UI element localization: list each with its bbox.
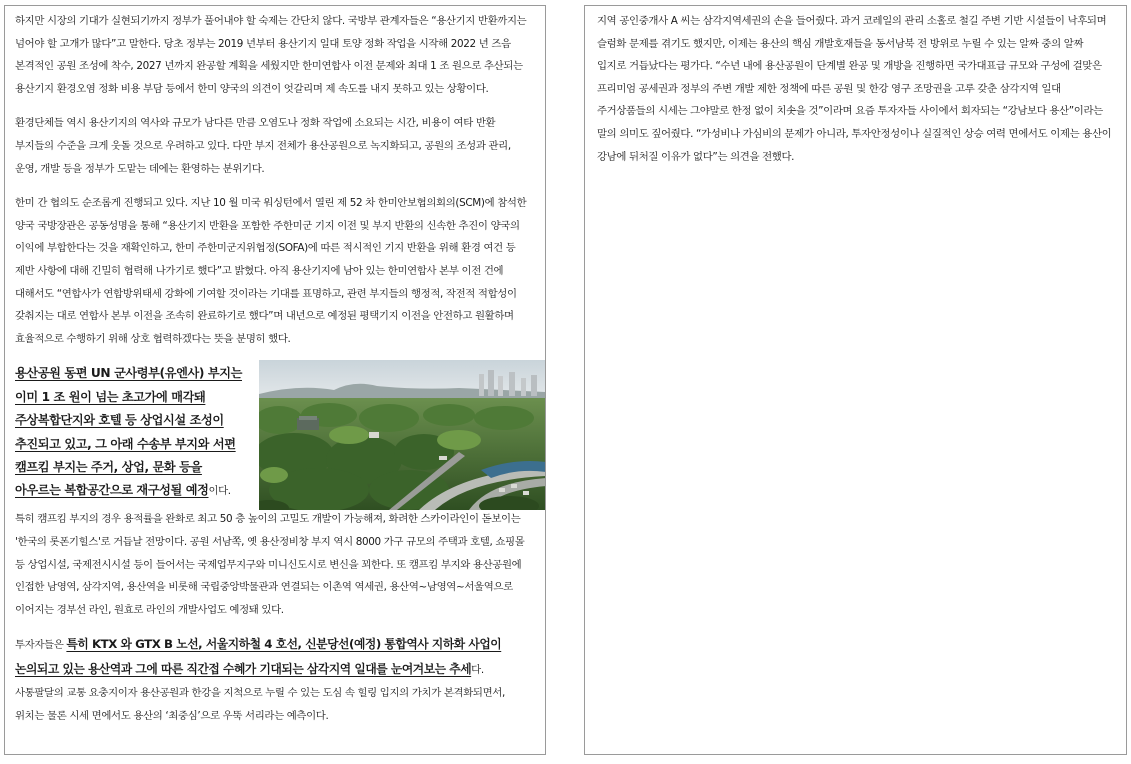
investor-paragraph (15, 633, 535, 682)
investor-line (15, 633, 535, 657)
highlight-block (15, 360, 535, 508)
highlight-line: 아우르는 복합공간으로 재구성될 예정이다. (15, 483, 231, 498)
highlight-line: 캠프킴 부지는 주거, 상업, 문화 등을 (15, 459, 202, 474)
left-page (4, 5, 546, 755)
highlight-line: 주상복합단지와 호텔 등 상업시설 조성이 (15, 413, 224, 428)
investor-prefix: 투자자들은 (15, 639, 67, 652)
paragraph-3: 한미 간 협의도 순조롭게 진행되고 있다. 지난 10 월 미국 워싱턴에서 열린 제 52 차 한미안보협의회의(SCM)에 참석한 양국 국방장관은 공동성명을 통해 “용산기지 반환을 포함한 주한미군 기지 이전 및 부지 반환의 신속한 추진이 양국의 이익에 부합한다는 것을 재확인하고, 한미 주한미군지위협정(SOFA)에 따른 적시적인 기지 반환을 위해 환경 여건 등 제반 사항에 대해 긴밀히 협력해 나가기로 했다”고 밝혔다. 아직 용산기지에 남아 있는 한미연합사 본부 이전 건에 대해서도 “연합사가 연합방위태세 강화에 기여할 것이라는 기대를 표명하고, 관련 부지들의 행정적, 작전적 적합성이 갖춰지는 대로 연합사 본부 이전을 조속히 완료하기로 했다”며 내년으로 예정된 평택기지 이전을 안전하고 원활하며 효율적으로 수행하기 위해 상호 협력하겠다는 뜻을 분명히 했다. (15, 197, 527, 345)
paragraph-1: 하지만 시장의 기대가 실현되기까지 정부가 풀어내야 할 숙제는 간단치 않다. 국방부 관계자들은 “용산기지 반환까지는 넘어야 할 고개가 많다”고 말한다. 당초 정부는 2019 년부터 용산기지 일대 토양 정화 작업을 시작해 2022 년 즈음 본격적인 공원 조성에 착수, 2027 년까지 완공할 계획을 세웠지만 한미연합사 이전 문제와 최대 1 조 원으로 추산되는 용산기지 환경오염 정화 비용 부담 등에서 한미 양국의 의견이 엇갈리며 제 속도를 내지 못하고 있는 상황이다. (15, 15, 527, 95)
right-paragraph-1: 지역 공인중개사 A 씨는 삼각지역세권의 손을 들어줬다. 과거 코레일의 관리 소홀로 철길 주변 기반 시설들이 낙후되며 슬럼화 문제를 겪기도 했지만, 이제는 용산의 핵심 개발호재들을 동서남북 전 방위로 누릴 수 있는 알짜 중의 알짜 입지로 거듭났다는 평가다. “수년 내에 용산공원이 단계별 완공 및 개방을 진행하면 국가대표급 규모와 구성에 걸맞은 프리미엄 공세권과 정부의 주변 개발 제한 정책에 따른 공원 및 한강 영구 조망권을 고루 갖춘 삼각지역 일대 주거상품들의 시세는 그야말로 한정 없이 치솟을 것”이라며 요즘 투자자들 사이에서 회자되는 “강남보다 용산”이라는 말의 의미도 짚어줬다. “가성비나 가심비의 문제가 아니라, 투자안정성이나 실질적인 상승 여력 면에서도 이제는 용산이 강남에 뒤처질 이유가 없다”는 의견을 전했다. (597, 15, 1112, 163)
paragraph-4: 특히 캠프킴 부지의 경우 용적률을 완화로 최고 50 층 높이의 고밀도 개발이 가능해져, 화려한 스카이라인이 돋보이는 '한국의 롯폰기힐스'로 거듭날 전망이다. 공원 서남쪽, 옛 용산정비창 부지 역시 8000 가구 규모의 주택과 호텔, 쇼핑몰 등 상업시설, 국제전시시설 등이 들어서는 국제업무지구와 미니신도시로 변신을 꾀한다. 또 캠프킴 부지와 용산공원에 인접한 남영역, 삼각지역, 용산역을 비롯해 국립중앙박물관과 연결되는 이촌역 역세권, 용산역~남영역~서울역으로 이어지는 경부선 라인, 원효로 라인의 개발사업도 예정돼 있다. (15, 513, 525, 616)
highlight-tail: 이다. (208, 485, 231, 498)
highlight-line: 추진되고 있고, 그 아래 수송부 부지와 서편 (15, 436, 236, 451)
highlight-text (15, 362, 253, 503)
investor-tail: 다. (471, 663, 484, 676)
paragraph-2: 환경단체들 역시 용산기지의 역사와 규모가 남다른 만큼 오염도나 정화 작업에 소요되는 시간, 비용이 여타 반환 부지들의 수준을 크게 웃돌 것으로 우려하고 있다. 다만 부지 전체가 용산공원으로 녹지화되고, 공원의 조성과 관리, 운영, 개발 등을 정부가 도맡는 데에는 환영하는 분위기다. (15, 117, 511, 175)
right-page (584, 5, 1127, 755)
investor-line (15, 658, 535, 682)
highlight-line: 이미 1 조 원이 넘는 초고가에 매각돼 (15, 389, 206, 404)
highlight-line: 용산공원 동편 UN 군사령부(유엔사) 부지는 (15, 366, 242, 381)
investor-highlight: 논의되고 있는 용산역과 그에 따른 직간접 수혜가 기대되는 삼각지역 일대를 눈여겨보는 추세 (15, 661, 472, 676)
yongsan-park-aerial-photo (259, 360, 546, 510)
paragraph-5: 사통팔달의 교통 요충지이자 용산공원과 한강을 지척으로 누릴 수 있는 도심 속 힐링 입지의 가치가 본격화되면서, 위치는 물론 시세 면에서도 용산의 ‘최중심’으로 우뚝 서리라는 예측이다. (15, 687, 505, 722)
investor-highlight: 특히 KTX 와 GTX B 노선, 서울지하철 4 호선, 신분당선(예정) 통합역사 지하화 사업이 (66, 637, 502, 652)
